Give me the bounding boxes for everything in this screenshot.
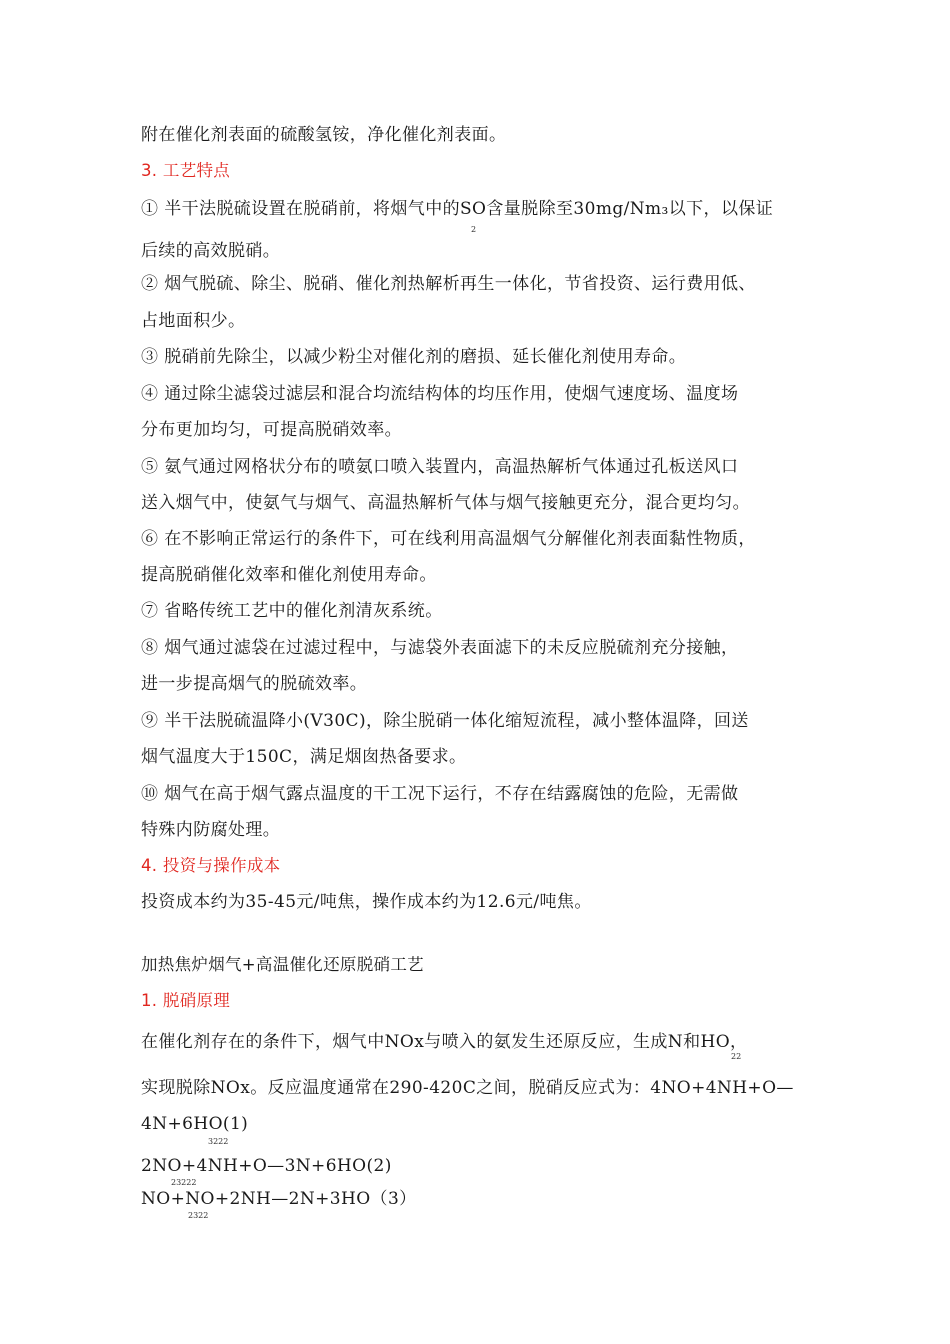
feature-item-2: ② 烟气脱硫、除尘、脱硝、催化剂热解析再生一体化，节省投资、运行费用低、 bbox=[141, 274, 756, 294]
feature-item-1: ① 半干法脱硫设置在脱硝前，将烟气中的SO含量脱除至30mg/Nm₃以下，以保证 bbox=[141, 199, 774, 219]
feature-item-5: ⑤ 氨气通过网格状分布的喷氨口喷入装置内，高温热解析气体通过孔板送风口 bbox=[141, 457, 739, 477]
reaction-equation-1: 4N+6HO(1) bbox=[141, 1114, 249, 1134]
reaction-equation-3: NO+NO+2NH—2N+3HO（3） bbox=[141, 1189, 417, 1209]
process-title: 加热焦炉烟气+高温催化还原脱硝工艺 bbox=[141, 955, 424, 974]
principle-paragraph: 在催化剂存在的条件下，烟气中NOx与喷入的氨发生还原反应，生成N和HO， bbox=[141, 1032, 748, 1052]
feature-item-8: ⑧ 烟气通过滤袋在过滤过程中，与滤袋外表面滤下的未反应脱硫剂充分接触， bbox=[141, 638, 739, 658]
feature-item-2-cont: 占地面积少。 bbox=[141, 311, 246, 331]
subscript: 2322 bbox=[188, 1211, 209, 1220]
paragraph-line: 附在催化剂表面的硫酸氢铵，净化催化剂表面。 bbox=[141, 125, 507, 145]
feature-item-7: ⑦ 省略传统工艺中的催化剂清灰系统。 bbox=[141, 601, 443, 621]
feature-item-6: ⑥ 在不影响正常运行的条件下，可在线利用高温烟气分解催化剂表面黏性物质， bbox=[141, 529, 756, 549]
feature-item-9: ⑨ 半干法脱硫温降小(V30C)，除尘脱硝一体化缩短流程，减小整体温降，回送 bbox=[141, 711, 749, 731]
investment-paragraph: 投资成本约为35-45元/吨焦，操作成本约为12.6元/吨焦。 bbox=[141, 892, 592, 912]
feature-item-9-cont: 烟气温度大于150C，满足烟囱热备要求。 bbox=[141, 747, 467, 767]
section-heading-process-features: 3. 工艺特点 bbox=[141, 161, 231, 180]
subscript: 22 bbox=[731, 1052, 742, 1061]
feature-item-10: ⑩ 烟气在高于烟气露点温度的干工况下运行，不存在结露腐蚀的危险，无需做 bbox=[141, 784, 739, 804]
feature-item-8-cont: 进一步提高烟气的脱硫效率。 bbox=[141, 674, 368, 694]
feature-item-4-cont: 分布更加均匀，可提高脱硝效率。 bbox=[141, 420, 402, 440]
feature-item-1-cont: 后续的高效脱硝。 bbox=[141, 241, 281, 261]
subscript: 2 bbox=[471, 225, 477, 234]
subscript: 3222 bbox=[208, 1137, 229, 1146]
feature-item-6-cont: 提高脱硝催化效率和催化剂使用寿命。 bbox=[141, 565, 437, 585]
feature-item-4: ④ 通过除尘滤袋过滤层和混合均流结构体的均压作用，使烟气速度场、温度场 bbox=[141, 384, 739, 404]
principle-paragraph-cont: 实现脱除NOx。反应温度通常在290-420C之间，脱硝反应式为：4NO+4NH+O— bbox=[141, 1078, 794, 1098]
subscript: 23222 bbox=[171, 1178, 197, 1187]
reaction-equation-2: 2NO+4NH+O—3N+6HO(2) bbox=[141, 1156, 392, 1176]
section-heading-investment: 4. 投资与操作成本 bbox=[141, 856, 281, 875]
feature-item-10-cont: 特殊内防腐处理。 bbox=[141, 820, 281, 840]
feature-item-5-cont: 送入烟气中，使氨气与烟气、高温热解析气体与烟气接触更充分，混合更均匀。 bbox=[141, 493, 750, 513]
feature-item-3: ③ 脱硝前先除尘，以减少粉尘对催化剂的磨损、延长催化剂使用寿命。 bbox=[141, 347, 687, 367]
section-heading-principle: 1. 脱硝原理 bbox=[141, 991, 231, 1010]
